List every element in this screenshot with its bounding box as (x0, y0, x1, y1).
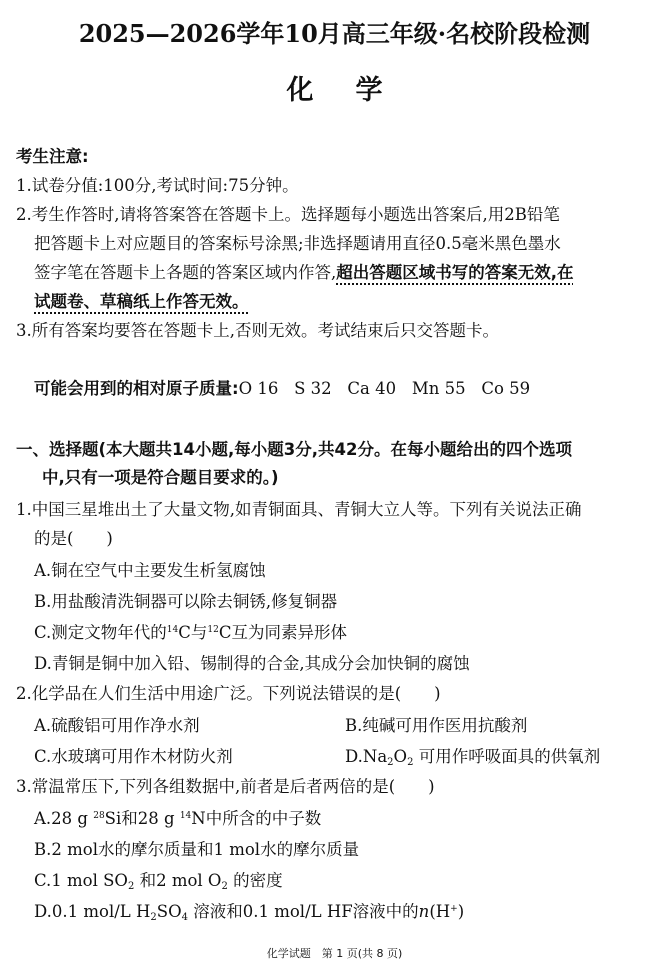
q2-option-d-sub-1: 2 (387, 757, 394, 768)
q2-option-d (345, 746, 600, 768)
q1-option-c-sup-2: 12 (207, 625, 219, 635)
notice-heading: 考生注意: (16, 147, 89, 166)
notice-item-2-line-3-text: 签字笔在答题卡上各题的答案区域内作答, (34, 263, 337, 282)
q3-option-d-text-4: (H (429, 902, 451, 921)
page-footer: 化学试题 第 1 页(共 8 页) (266, 947, 403, 960)
notice-item-2-line-1: 2.考生作答时,请将答案答在答题卡上。选择题每小题选出答案后,用2B铅笔 (16, 205, 560, 224)
q3-option-a-sup-1: 28 (93, 811, 105, 821)
notice-item-3: 3.所有答案均要答在答题卡上,否则无效。考试结束后只交答题卡。 (16, 321, 499, 340)
notice-item-2-line-2: 把答题卡上对应题目的答案标号涂黑;非选择题请用直径0.5毫米黑色墨水 (34, 234, 561, 253)
q2-option-d-text-3: 可用作呼吸面具的供氧剂 (413, 747, 601, 766)
q1-option-c-text-2: C与 (178, 623, 208, 642)
q3-option-a (34, 808, 321, 830)
q1-stem-line-2: 的是( ) (34, 529, 113, 548)
q3-option-c-text-2: 和2 mol O (134, 871, 222, 890)
notice-item-1: 1.试卷分值:100分,考试时间:75分钟。 (16, 176, 299, 195)
q3-option-d-sub-1: 2 (150, 912, 157, 923)
q3-option-c-sub-2: 2 (221, 881, 228, 892)
q3-option-d-text-1: D.0.1 mol/L H (34, 902, 151, 921)
q2-option-d-text-1: D.Na (345, 747, 388, 766)
q1-option-c-text-3: C互为同素异形体 (218, 623, 347, 642)
q2-option-d-text-2: O (393, 747, 408, 766)
section1-title-line-1: 一、选择题(本大题共14小题,每小题3分,共42分。在每小题给出的四个选项 (16, 440, 572, 459)
q3-option-c-text-1: C.1 mol SO (34, 871, 128, 890)
q1-option-a: A.铜在空气中主要发生析氢腐蚀 (34, 561, 266, 580)
q1-option-b: B.用盐酸清洗铜器可以除去铜锈,修复铜器 (34, 592, 338, 611)
q3-option-d-sub-2: 4 (181, 912, 188, 923)
q2-option-b: B.纯碱可用作医用抗酸剂 (345, 716, 528, 735)
q1-option-c-text-1: C.测定文物年代的 (34, 623, 167, 642)
notice-item-2-line-3 (34, 262, 574, 284)
q3-option-c (34, 870, 283, 892)
atomic-mass-line (34, 378, 530, 400)
q2-stem: 2.化学品在人们生活中用途广泛。下列说法错误的是( ) (16, 684, 441, 703)
q3-option-a-text-3: N中所含的中子数 (191, 809, 322, 828)
subject-title: 化学 (286, 75, 425, 106)
q3-option-c-text-3: 的密度 (227, 871, 283, 890)
q3-option-d (34, 901, 464, 923)
notice-emphasis-1: 超出答题区域书写的答案无效,在 (336, 263, 574, 282)
q3-option-d-sup: + (450, 904, 458, 914)
q1-stem-line-1: 1.中国三星堆出土了大量文物,如青铜面具、青铜大立人等。下列有关说法正确 (16, 500, 582, 519)
q1-option-c (34, 622, 347, 644)
q1-option-d: D.青铜是铜中加入铅、锡制得的合金,其成分会加快铜的腐蚀 (34, 654, 470, 673)
q3-option-b: B.2 mol水的摩尔质量和1 mol水的摩尔质量 (34, 840, 360, 859)
q3-option-c-sub-1: 2 (127, 881, 135, 892)
q3-option-d-italic-n: n (418, 902, 430, 921)
q2-option-a: A.硫酸铝可用作净水剂 (34, 716, 200, 735)
section1-title-line-2: 中,只有一项是符合题目要求的。) (42, 468, 279, 487)
q3-option-d-text-5: ) (457, 902, 465, 921)
q1-option-c-sup-1: 14 (166, 625, 179, 635)
atomic-mass-label: 可能会用到的相对原子质量: (34, 379, 239, 398)
q3-option-a-text-2: Si和28 g (104, 809, 180, 828)
q3-option-a-text-1: A.28 g (34, 809, 94, 828)
q3-option-d-text-2: SO (156, 902, 182, 921)
notice-emphasis-2: 试题卷、草稿纸上作答无效。 (34, 292, 249, 311)
q3-option-a-sup-2: 14 (179, 811, 192, 821)
q2-option-c: C.水玻璃可用作木材防火剂 (34, 747, 233, 766)
exam-title: 2025—2026学年10月高三年级·名校阶段检测 (78, 19, 591, 48)
q3-option-d-text-3: 溶液和0.1 mol/L HF溶液中的 (187, 902, 419, 921)
q2-option-d-sub-2: 2 (407, 757, 414, 768)
atomic-mass-values: O 16 S 32 Ca 40 Mn 55 Co 59 (238, 379, 531, 398)
notice-item-2-line-4 (34, 291, 249, 313)
q3-stem: 3.常温常压下,下列各组数据中,前者是后者两倍的是( ) (16, 777, 435, 796)
